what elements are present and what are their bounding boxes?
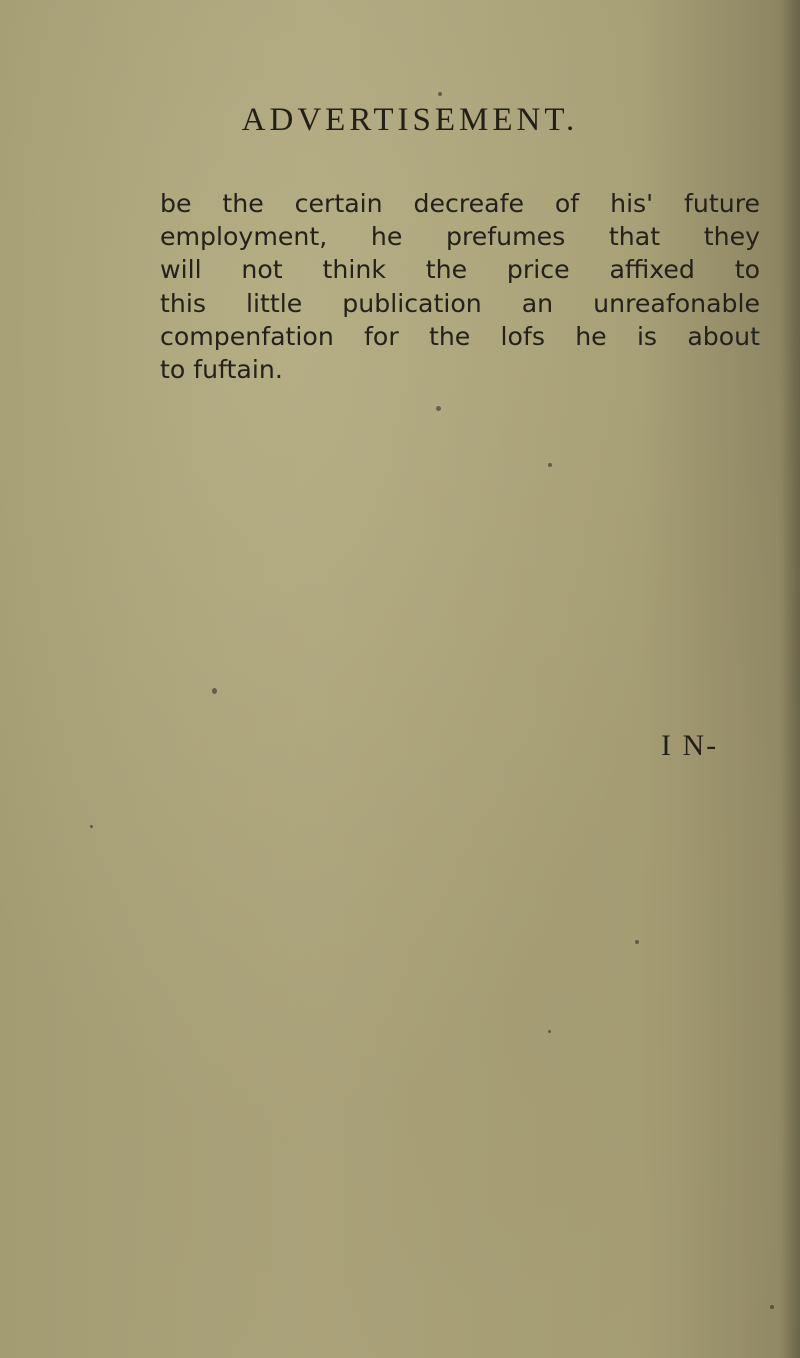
paper-speck <box>436 406 441 411</box>
text-line: compenfation for the lofs he is about <box>160 321 760 351</box>
page-edge-shadow <box>782 0 800 1358</box>
text-line: to fuftain. <box>160 355 283 385</box>
catchword: I N- <box>661 729 719 762</box>
paper-speck <box>90 825 93 828</box>
paper-speck <box>212 688 217 694</box>
body-paragraph <box>160 187 760 386</box>
paper-speck <box>548 1030 551 1033</box>
paper-speck <box>438 92 442 96</box>
paper-speck <box>770 1305 774 1309</box>
text-line: employment, he prefumes that they <box>160 222 760 252</box>
text-line: be the certain decreafe of his' future <box>160 189 760 218</box>
text-line: will not think the price affixed to <box>160 255 760 285</box>
text-line: this little publication an unreafonable <box>160 288 760 318</box>
paper-speck <box>548 463 552 467</box>
paper-speck <box>635 940 639 944</box>
running-head: ADVERTISEMENT. <box>241 102 579 138</box>
